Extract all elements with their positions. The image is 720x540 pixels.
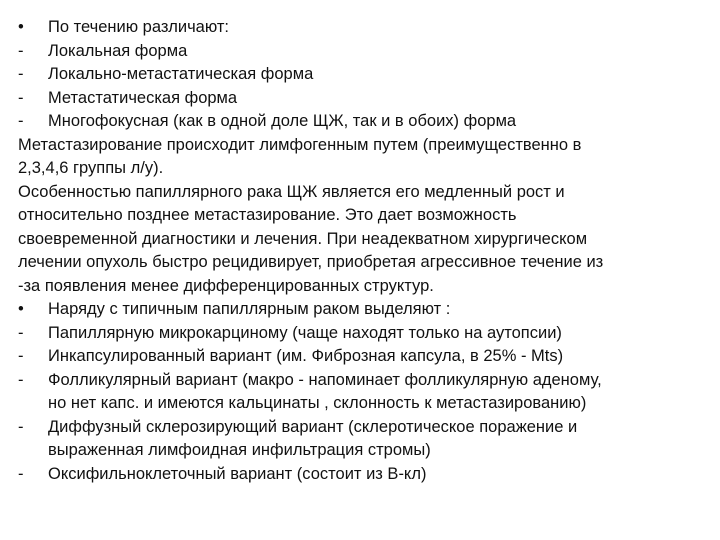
dash-marker: - [18, 41, 24, 60]
form-item-text: Локальная форма [48, 41, 188, 60]
form-item-local [18, 40, 708, 64]
variant-item-line: выраженная лимфоидная инфильтрация стромы) [48, 441, 431, 459]
variant-item-microcarcinoma [18, 322, 708, 346]
variant-item-body [48, 345, 708, 369]
dash-marker: - [18, 88, 24, 107]
dash-marker: - [18, 370, 24, 389]
form-item-local-metastatic [18, 63, 708, 87]
form-item-metastatic [18, 87, 708, 111]
paragraph-line: 2,3,4,6 группы л/у). [18, 159, 164, 177]
metastasis-paragraph [18, 134, 708, 181]
dash-marker: - [18, 464, 24, 483]
variant-item-line: Инкапсулированный вариант (им. Фиброзная капсула, в 25% - Mts) [48, 347, 564, 365]
variant-item-encapsulated [18, 345, 708, 369]
paragraph-line: относительно позднее метастазирование. Это дает возможность [18, 206, 517, 224]
variant-item-line: Диффузный склерозирующий вариант (склеротическое поражение и [48, 417, 578, 436]
variant-item-body [48, 416, 708, 463]
course-bullet [18, 16, 708, 40]
paragraph-line: лечении опухоль быстро рецидивирует, приобретая агрессивное течение из [18, 253, 604, 271]
bullet-marker: • [18, 300, 24, 318]
paragraph-line: Особенностью папиллярного рака ЩЖ является его медленный рост и [18, 182, 565, 201]
variant-item-line: Папиллярную микрокарциному (чаще находят только на аутопсии) [48, 323, 562, 342]
variant-item-body [48, 322, 708, 346]
form-item-multifocal [18, 110, 708, 134]
slide-content [18, 16, 708, 486]
variant-item-body [48, 463, 708, 487]
dash-marker: - [18, 417, 24, 436]
dash-marker: - [18, 112, 24, 130]
variant-item-diffuse-sclerosing [18, 416, 708, 463]
dash-marker: - [18, 323, 24, 342]
paragraph-line: Метастазирование происходит лимфогенным путем (преимущественно в [18, 135, 582, 154]
variant-item-body [48, 369, 708, 416]
variant-item-line: Оксифильноклеточный вариант (состоит из В-кл) [48, 464, 427, 483]
feature-paragraph [18, 181, 708, 299]
form-item-text: Метастатическая форма [48, 88, 238, 107]
form-item-text: Локально-метастатическая форма [48, 65, 314, 83]
variant-item-line: но нет капс. и имеются кальцинаты , склонность к метастазированию) [48, 394, 587, 412]
form-item-text: Многофокусная (как в одной доле ЩЖ, так и в обоих) форма [48, 112, 517, 130]
variant-item-follicular [18, 369, 708, 416]
paragraph-line: своевременной диагностики и лечения. При неадекватном хирургическом [18, 229, 588, 248]
variant-item-line: Фолликулярный вариант (макро - напоминает фолликулярную аденому, [48, 370, 602, 389]
variants-bullet [18, 298, 708, 322]
dash-marker: - [18, 347, 24, 365]
variants-heading: Наряду с типичным папиллярным раком выделяют : [48, 300, 451, 318]
paragraph-line: -за появления менее дифференцированных структур. [18, 276, 434, 295]
variant-item-oxyphilic [18, 463, 708, 487]
course-heading: По течению различают: [48, 18, 230, 36]
dash-marker: - [18, 65, 24, 83]
bullet-marker: • [18, 18, 24, 36]
